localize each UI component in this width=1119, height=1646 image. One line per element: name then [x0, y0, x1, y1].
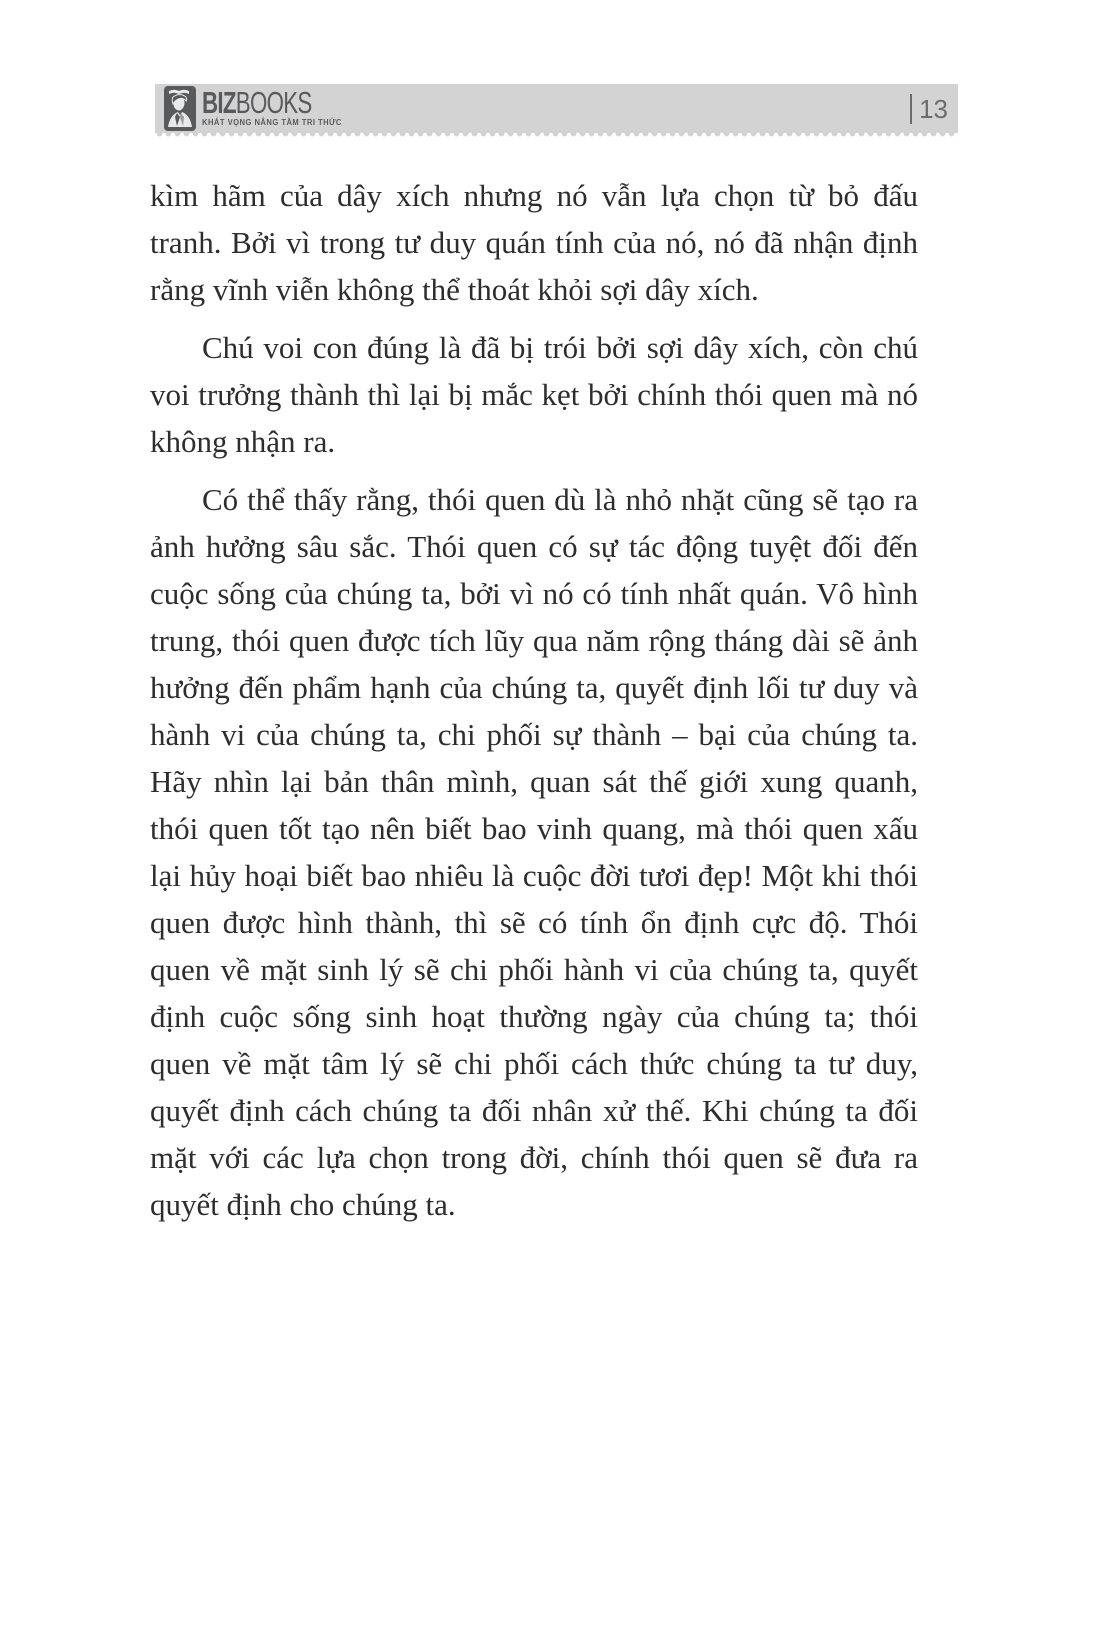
band-perforation-edge [155, 133, 958, 138]
paragraph-2: Chú voi con đúng là đã bị trói bởi sợi dây xích, còn chú voi trưởng thành thì lại bị mắc kẹt bởi chính thói quen mà nó không nhận ra. [150, 330, 918, 459]
page-number-value: 13 [919, 93, 948, 124]
paragraph-3: Có thể thấy rằng, thói quen dù là nhỏ nhặt cũng sẽ tạo ra ảnh hưởng sâu sắc. Thói quen có sự tác động tuyệt đối đến cuộc sống của chúng ta, bởi vì nó có tính nhất quán. Vô hình trung, thói quen được tích lũy qua năm rộng tháng dài sẽ ảnh hưởng đến phẩm hạnh của chúng ta, quyết định lối tư duy và hành vi của chúng ta, chi phối sự thành – bại của chúng ta. Hãy nhìn lại bản thân mình, quan sát thế giới xung quanh, thói quen tốt tạo nên biết bao vinh quang, mà thói quen xấu lại hủy hoại biết bao nhiêu là cuộc đời tươi đẹp! Một khi thói quen được hình thành, thì sẽ có tính ổn định cực độ. Thói quen về mặt sinh lý sẽ chi phối hành vi của chúng ta, quyết định cuộc sống sinh hoạt thường ngày của chúng ta; thói quen về mặt tâm lý sẽ chi phối cách thức chúng ta tư duy, quyết định cách chúng ta đối nhân xử thế. Khi chúng ta đối mặt với các lựa chọn trong đời, chính thói quen sẽ đưa ra quyết định cho chúng ta. [150, 482, 918, 1222]
brand-tagline: KHÁT VỌNG NÂNG TẦM TRI THỨC [202, 118, 342, 127]
logo-wordmark [202, 85, 354, 127]
page-number-divider [910, 94, 912, 124]
page-number [910, 94, 948, 124]
brand-books: BOOKS [235, 85, 312, 120]
bizbooks-logo [164, 84, 354, 133]
brand-name [202, 85, 312, 120]
header-band [155, 84, 958, 133]
brand-biz: BIZ [202, 85, 236, 120]
body-text [150, 172, 918, 1228]
bizbooks-figure-icon [164, 86, 196, 131]
paragraph-1: kìm hãm của dây xích nhưng nó vẫn lựa chọn từ bỏ đấu tranh. Bởi vì trong tư duy quán tính của nó, nó đã nhận định rằng vĩnh viễn không thể thoát khỏi sợi dây xích. [150, 178, 918, 307]
